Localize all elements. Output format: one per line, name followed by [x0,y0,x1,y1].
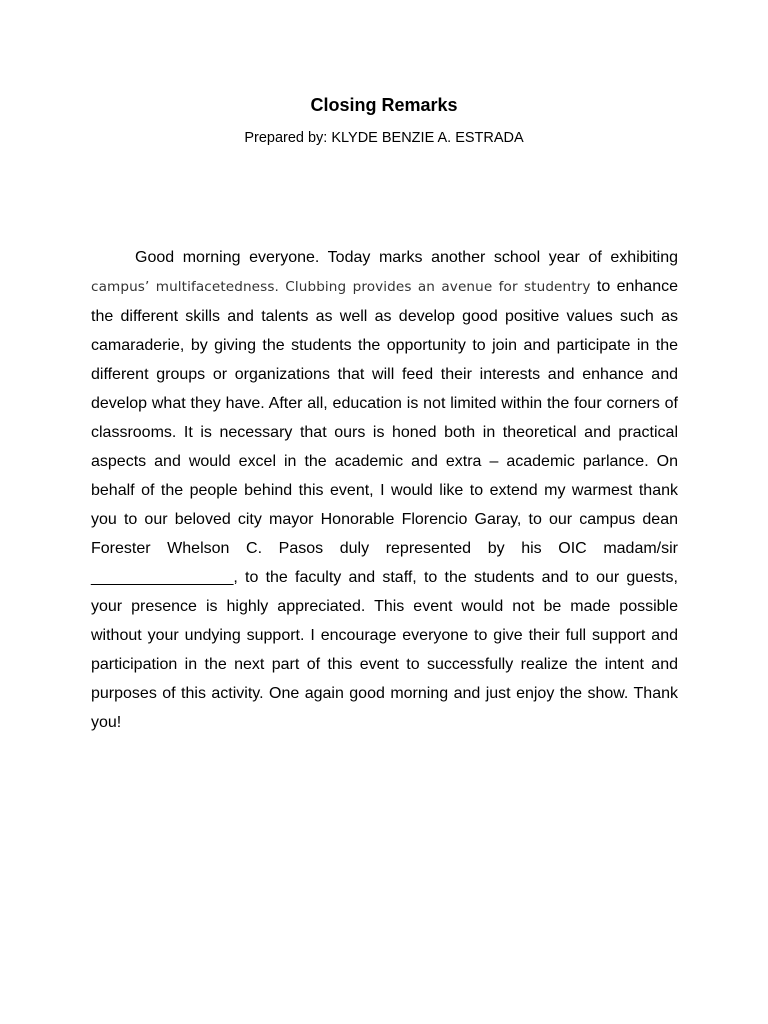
document-title: Closing Remarks [310,95,458,115]
body-paragraph [91,243,678,737]
author-line: Prepared by: KLYDE BENZIE A. ESTRADA [244,130,524,146]
paragraph-part-1: Good morning everyone. Today marks another school year of exhibiting [135,249,678,266]
paragraph-part-2: campus’ multifacetedness. Clubbing provides an avenue for studentry [91,279,591,295]
paragraph-part-3: to enhance the different skills and talents as well as develop good positive values such as camaraderie, by giving the students the opportunity to join and participate in the different groups or organizations that will feed their interests and enhance and develop what they have. After all, education is not limited within the four corners of classrooms. It is necessary that ours is honed both in theoretical and practical aspects and would excel in the academic and extra – academic parlance. On behalf of the people behind this event, I would like to extend my warmest thank you to our beloved city mayor Honorable Florencio Garay, to our campus dean Forester Whelson C. Pasos duly represented by his OIC madam/sir ________________, to the faculty and staff, to the students and to our guests, your presence is highly appreciated. This event would not be made possible without your undying support. I encourage everyone to give their full support and participation in the next part of this event to successfully realize the intent and purposes of this activity. One again good morning and just enjoy the show. Thank you! [91,278,678,731]
